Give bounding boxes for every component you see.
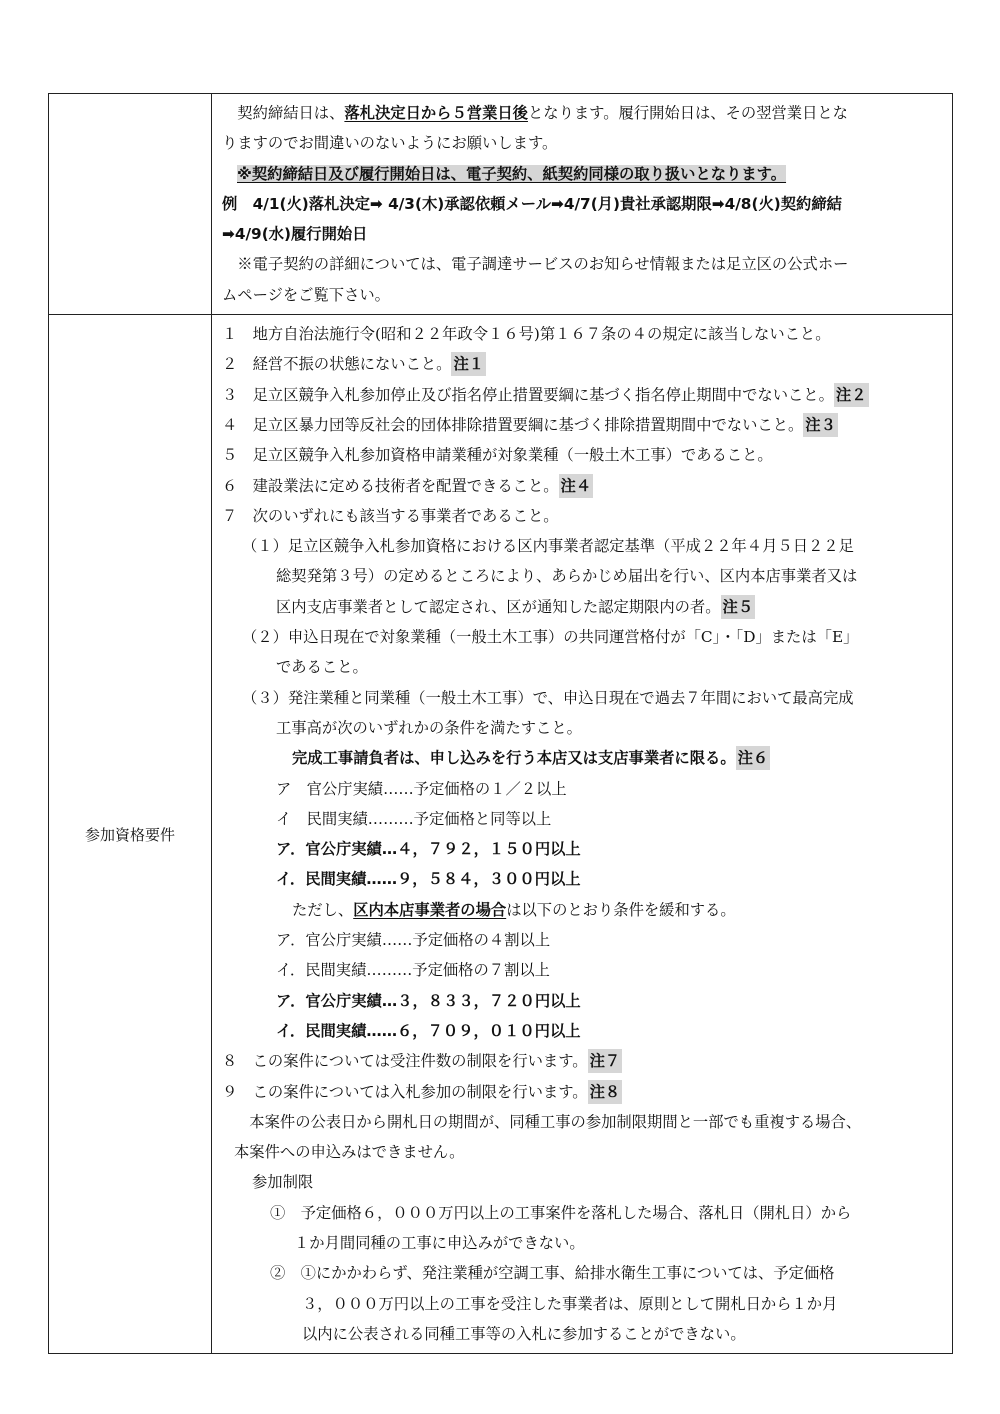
sub-2-line-2: であること。: [276, 658, 368, 677]
qualification-label: 参加資格要件: [49, 315, 212, 1354]
req-1: １ 地方自治法施行令(昭和２２年政令１６号)第１６７条の４の規定に該当しないこと。: [222, 325, 831, 344]
overlap-line-1: 本案件の公表日から開札日の期間が、同種工事の参加制限期間と一部でも重複する場合、: [234, 1112, 862, 1131]
note-2: 注２: [834, 383, 869, 407]
note-4: 注４: [559, 474, 594, 498]
contract-line-1: 契約締結日は、落札決定日から５営業日後となります。履行開始日は、その翌営業日とな: [222, 104, 848, 122]
req-6: ６ 建設業法に定める技術者を配置できること。 注４: [222, 471, 944, 501]
sub-1-line-1: （１）足立区競争入札参加資格における区内事業者認定基準（平成２２年４月５日２２足: [242, 537, 854, 556]
restriction-2-line-1: ② ①にかかわらず、発注業種が空調工事、給排水衛生工事については、予定価格: [270, 1264, 835, 1283]
overlap-line-2: 本案件への申込みはできません。: [234, 1143, 465, 1162]
contract-date-emphasis: 落札決定日から５営業日後: [344, 104, 528, 122]
document-table: [48, 93, 953, 1354]
qualification-content-cell: [212, 315, 953, 1354]
note-3: 注３: [803, 413, 838, 437]
condition-i-2-amount: イ．民間実績……６，７０９，０１０円以上: [276, 1021, 581, 1040]
sub-1-line-3: 区内支店事業者として認定され、区が通知した認定期限内の者。 注５: [222, 592, 944, 622]
contract-row: [49, 94, 953, 315]
req-5: ５ 足立区競争入札参加資格申請業種が対象業種（一般土木工事）であること。: [222, 446, 773, 465]
contract-line-6: ※電子契約の詳細については、電子調達サービスのお知らせ情報または足立区の公式ホー: [222, 255, 849, 274]
condition-a-1-amount: ア．官公庁実績…４，７９２，１５０円以上: [276, 840, 581, 859]
condition-a-2-amount: ア．官公庁実績…３，８３３，７２０円以上: [276, 991, 581, 1010]
restriction-2-line-3: 以内に公表される同種工事等の入札に参加することができない。: [302, 1324, 746, 1343]
contract-line-3: [222, 159, 944, 189]
note-5: 注５: [721, 595, 756, 619]
restriction-1-line-2: １か月間同種の工事に申込みができない。: [294, 1233, 585, 1252]
contract-notice-highlight: ※契約締結日及び履行開始日は、電子契約、紙契約同様の取り扱いとなります。: [237, 164, 787, 183]
note-1: 注１: [451, 352, 486, 376]
restriction-2-line-2: ３，０００万円以上の工事を受注した事業者は、原則として開札日から１か月: [302, 1294, 838, 1313]
sub-3-line-2: 工事高が次のいずれかの条件を満たすこと。: [276, 718, 582, 737]
note-7: 注７: [588, 1049, 623, 1073]
condition-a-2: ア．官公庁実績……予定価格の４割以上: [276, 931, 551, 950]
sub-2-line-1: （２）申込日現在で対象業種（一般土木工事）の共同運営格付が「C」・「D」または「E」: [242, 628, 859, 647]
sub-1-line-2: 総契発第３号）の定めるところにより、あらかじめ届出を行い、区内本店事業者又は: [276, 567, 858, 586]
contract-content-cell: [212, 94, 953, 315]
req-2: ２ 経営不振の状態にないこと。 注１: [222, 349, 944, 379]
qualification-row: [49, 315, 953, 1354]
restriction-1-line-1: ① 予定価格６，０００万円以上の工事案件を落札した場合、落札日（開札日）から: [270, 1203, 852, 1222]
req-8: ８ この案件については受注件数の制限を行います。 注７: [222, 1046, 944, 1076]
sub-3-line-3: 完成工事請負者は、申し込みを行う本店又は支店事業者に限る。 注６: [222, 743, 944, 773]
note-6: 注６: [736, 746, 771, 770]
req-7: ７ 次のいずれにも該当する事業者であること。: [222, 506, 559, 525]
sub-3-line-1: （３）発注業種と同業種（一般土木工事）で、申込日現在で過去７年間において最高完成: [242, 688, 854, 707]
note-8: 注８: [588, 1080, 623, 1104]
condition-i-2: イ．民間実績………予定価格の７割以上: [276, 961, 550, 980]
relaxation-line: ただし、区内本店事業者の場合は以下のとおり条件を緩和する。: [292, 900, 736, 919]
condition-a-1: ア 官公庁実績……予定価格の１／２以上: [276, 779, 567, 798]
condition-i-1: イ 民間実績………予定価格と同等以上: [276, 809, 552, 828]
contract-example-line: 例 4/1(火)落札決定➡ 4/3(木)承認依頼メール➡4/7(月)貴社承認期限➡4/8(火)契約締結: [222, 194, 842, 213]
contract-label-cell: [49, 94, 212, 315]
contract-example-line-2: ➡4/9(水)履行開始日: [222, 225, 368, 244]
contract-line-2: りますのでお間違いのないようにお願いします。: [222, 134, 558, 153]
req-9: ９ この案件については入札参加の制限を行います。 注８: [222, 1077, 944, 1107]
req-4: ４ 足立区暴力団等反社会的団体排除措置要綱に基づく排除措置期間中でないこと。 注３: [222, 410, 944, 440]
req-3: ３ 足立区競争入札参加停止及び指名停止措置要綱に基づく指名停止期間中でないこと。 注２: [222, 380, 944, 410]
condition-i-1-amount: イ．民間実績……９，５８４，３００円以上: [276, 870, 581, 889]
restriction-heading: 参加制限: [252, 1173, 314, 1192]
contract-line-7: ムページをご覧下さい。: [222, 285, 390, 304]
